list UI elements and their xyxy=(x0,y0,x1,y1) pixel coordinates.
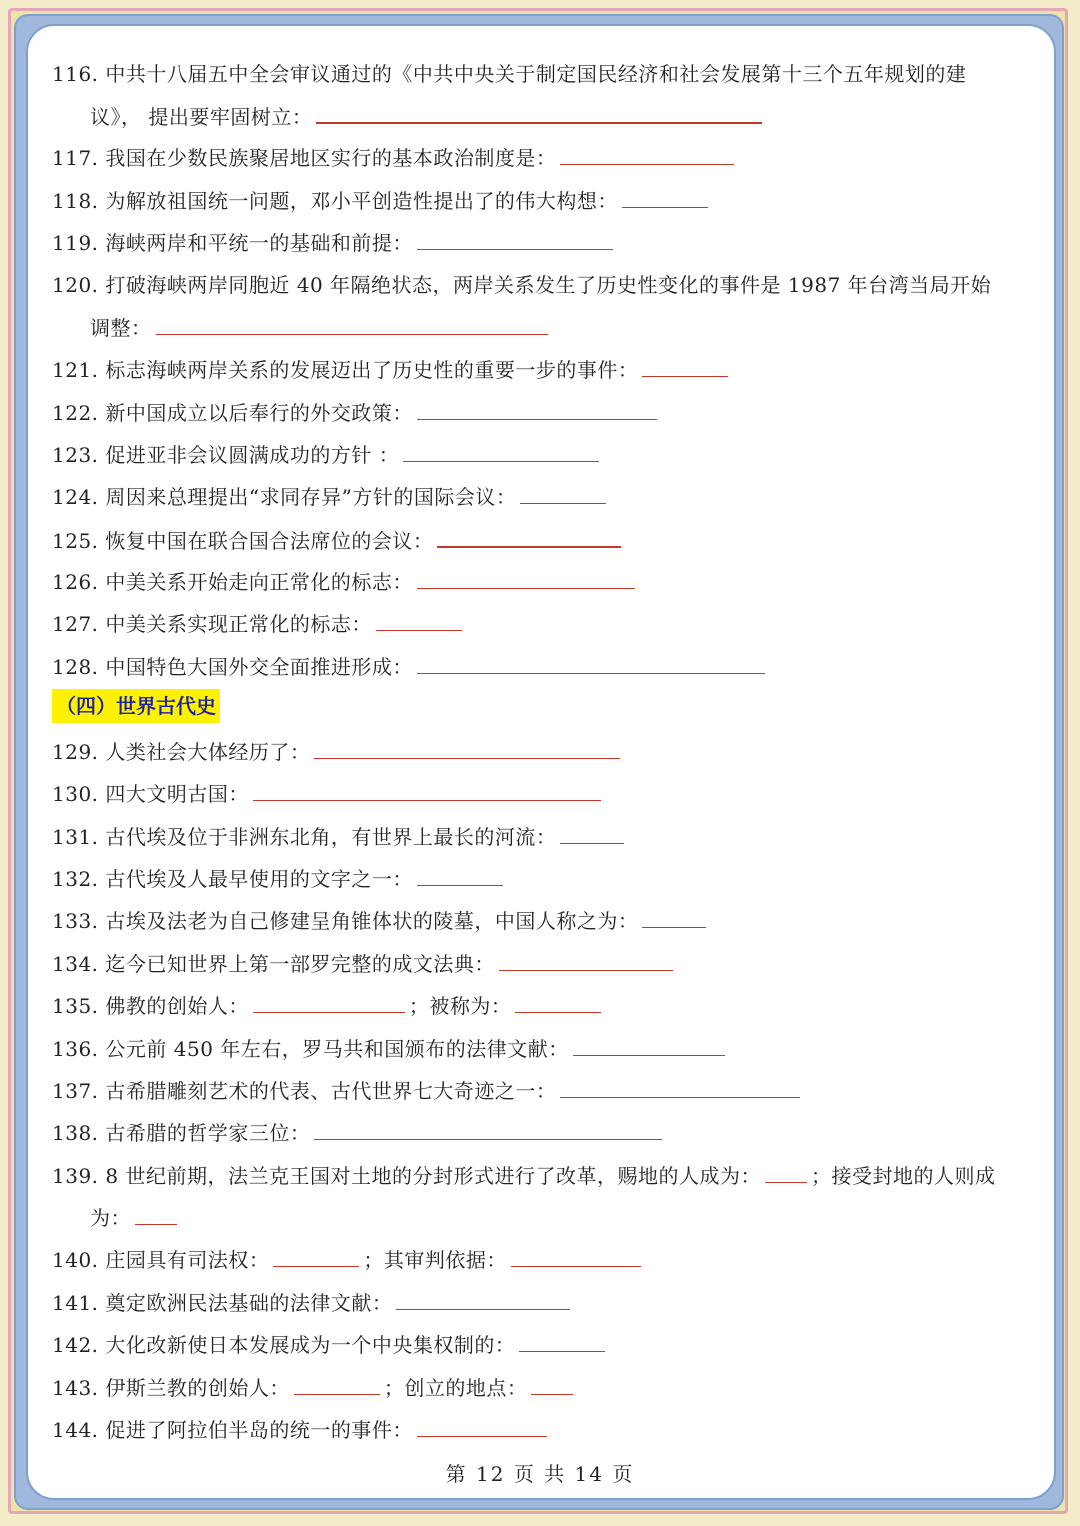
answer-blank[interactable] xyxy=(622,185,708,208)
question-number: 121. xyxy=(52,358,99,382)
question-number: 130. xyxy=(52,782,99,806)
answer-blank[interactable] xyxy=(520,481,606,504)
question-129 xyxy=(52,736,624,768)
question-117 xyxy=(52,142,738,174)
question-138 xyxy=(52,1117,666,1149)
answer-blank[interactable] xyxy=(294,1372,380,1395)
question-text: 为解放祖国统一问题，邓小平创造性提出了的伟大构想： xyxy=(105,189,618,213)
question-141 xyxy=(52,1287,574,1319)
answer-blank[interactable] xyxy=(273,1244,359,1267)
question-120 xyxy=(52,269,991,301)
question-text: 古希腊雕刻艺术的代表、古代世界七大奇迹之一： xyxy=(105,1079,557,1103)
answer-blank[interactable] xyxy=(560,1075,800,1098)
answer-blank[interactable] xyxy=(515,990,601,1013)
question-136 xyxy=(52,1033,729,1065)
section-heading: （四）世界古代史 xyxy=(52,689,220,723)
question-number: 125. xyxy=(52,529,99,553)
question-text: 佛教的创始人： xyxy=(105,994,249,1018)
question-text: 奠定欧洲民法基础的法律文献： xyxy=(105,1291,393,1315)
question-139 xyxy=(52,1160,995,1192)
answer-blank[interactable] xyxy=(417,397,657,420)
question-number: 128. xyxy=(52,655,99,679)
question-number: 116. xyxy=(52,62,99,86)
answer-blank[interactable] xyxy=(511,1244,641,1267)
answer-blank[interactable] xyxy=(765,1160,807,1183)
answer-blank[interactable] xyxy=(253,990,405,1013)
question-142 xyxy=(52,1329,609,1361)
question-text: 四大文明古国： xyxy=(105,782,249,806)
question-text: 打破海峡两岸同胞近 40 年隔绝状态，两岸关系发生了历史性变化的事件是 1987 年台湾当局开始 xyxy=(105,273,992,297)
question-text: 大化改新使日本发展成为一个中央集权制的： xyxy=(105,1333,516,1357)
question-text: 海峡两岸和平统一的基础和前提： xyxy=(105,231,413,255)
answer-blank[interactable] xyxy=(316,100,762,124)
question-text: 促进了阿拉伯半岛的统一的事件： xyxy=(105,1418,413,1442)
answer-blank[interactable] xyxy=(417,651,765,674)
question-140 xyxy=(52,1244,645,1276)
question-number: 127. xyxy=(52,612,99,636)
answer-blank[interactable] xyxy=(531,1372,573,1395)
question-121 xyxy=(52,354,732,386)
answer-blank[interactable] xyxy=(135,1202,177,1225)
answer-blank[interactable] xyxy=(560,142,734,165)
question-text: 中美关系开始走向正常化的标志： xyxy=(105,570,413,594)
question-text: 迄今已知世界上第一部罗完整的成文法典： xyxy=(105,952,495,976)
question-number: 134. xyxy=(52,952,99,976)
answer-blank[interactable] xyxy=(519,1329,605,1352)
question-text: 新中国成立以后奉行的外交政策： xyxy=(105,401,413,425)
question-134 xyxy=(52,948,677,980)
question-123 xyxy=(52,439,603,471)
answer-blank[interactable] xyxy=(560,821,624,844)
question-text: 中共十八届五中全会审议通过的《中共中央关于制定国民经济和社会发展第十三个五年规划的建 xyxy=(105,62,967,86)
question-text: 伊斯兰教的创始人： xyxy=(105,1376,290,1400)
question-126 xyxy=(52,566,639,598)
question-number: 126. xyxy=(52,570,99,594)
question-text: 古埃及法老为自己修建呈角锥体状的陵墓，中国人称之为： xyxy=(105,909,639,933)
question-120-cont xyxy=(90,312,552,344)
answer-blank[interactable] xyxy=(403,439,599,462)
question-text: 促进亚非会议圆满成功的方针 ： xyxy=(105,443,400,467)
answer-blank[interactable] xyxy=(396,1287,570,1310)
question-text: 调整： xyxy=(90,316,152,340)
question-text: 古希腊的哲学家三位： xyxy=(105,1121,311,1145)
answer-blank[interactable] xyxy=(642,905,706,928)
question-122 xyxy=(52,397,661,429)
question-139-cont xyxy=(90,1202,181,1234)
question-number: 135. xyxy=(52,994,99,1018)
answer-blank[interactable] xyxy=(437,524,621,548)
answer-blank[interactable] xyxy=(314,1117,662,1140)
question-number: 138. xyxy=(52,1121,99,1145)
question-number: 117. xyxy=(52,146,99,170)
question-130 xyxy=(52,778,605,810)
question-number: 139. xyxy=(52,1164,99,1188)
question-number: 144. xyxy=(52,1418,99,1442)
question-119 xyxy=(52,227,617,259)
question-text: ；创立的地点： xyxy=(383,1376,528,1400)
question-text: 古代埃及人最早使用的文字之一： xyxy=(105,867,413,891)
question-132 xyxy=(52,863,507,895)
question-128 xyxy=(52,651,769,683)
question-116-cont xyxy=(90,100,766,133)
question-number: 142. xyxy=(52,1333,99,1357)
question-number: 143. xyxy=(52,1376,99,1400)
question-116 xyxy=(52,58,966,90)
question-text: 公元前 450 年左右，罗马共和国颁布的法律文献： xyxy=(105,1037,569,1061)
question-135 xyxy=(52,990,605,1022)
question-number: 123. xyxy=(52,443,99,467)
answer-blank[interactable] xyxy=(417,227,613,250)
question-text: ；被称为： xyxy=(408,994,512,1018)
answer-blank[interactable] xyxy=(156,312,548,335)
question-text: 标志海峡两岸关系的发展迈出了历史性的重要一步的事件： xyxy=(105,358,639,382)
question-number: 132. xyxy=(52,867,99,891)
question-125 xyxy=(52,524,625,557)
answer-blank[interactable] xyxy=(642,354,728,377)
question-143 xyxy=(52,1372,577,1404)
question-number: 124. xyxy=(52,485,99,509)
answer-blank[interactable] xyxy=(417,566,635,589)
question-text: 我国在少数民族聚居地区实行的基本政治制度是： xyxy=(105,146,557,170)
answer-blank[interactable] xyxy=(376,608,462,631)
question-text: 周因来总理提出“求同存异”方针的国际会议： xyxy=(105,485,517,509)
question-number: 129. xyxy=(52,740,99,764)
question-number: 118. xyxy=(52,189,99,213)
question-127 xyxy=(52,608,466,640)
question-text: ；接受封地的人则成 xyxy=(810,1164,996,1188)
answer-blank[interactable] xyxy=(417,863,503,886)
question-number: 133. xyxy=(52,909,99,933)
question-text: 8 世纪前期，法兰克王国对土地的分封形式进行了改革，赐地的人成为： xyxy=(105,1164,761,1188)
question-number: 141. xyxy=(52,1291,99,1315)
answer-blank[interactable] xyxy=(499,948,673,971)
question-text: 中美关系实现正常化的标志： xyxy=(105,612,372,636)
question-137 xyxy=(52,1075,804,1107)
question-text: ；其审判依据： xyxy=(363,1248,507,1272)
question-118 xyxy=(52,185,712,217)
question-text: 中国特色大国外交全面推进形成： xyxy=(105,655,413,679)
question-text: 古代埃及位于非洲东北角，有世界上最长的河流： xyxy=(105,825,557,849)
question-text: 庄园具有司法权： xyxy=(105,1248,270,1272)
question-text: 人类社会大体经历了： xyxy=(105,740,311,764)
question-text: 恢复中国在联合国合法席位的会议： xyxy=(105,529,434,553)
question-number: 140. xyxy=(52,1248,99,1272)
page-footer: 第 12 页 共 14 页 xyxy=(445,1462,635,1486)
question-133 xyxy=(52,905,710,937)
answer-blank[interactable] xyxy=(417,1414,547,1437)
question-144 xyxy=(52,1414,551,1446)
question-number: 122. xyxy=(52,401,99,425)
question-number: 120. xyxy=(52,273,99,297)
question-124 xyxy=(52,481,610,513)
answer-blank[interactable] xyxy=(253,778,601,801)
question-text: 议》， 提出要牢固树立： xyxy=(90,105,313,129)
question-131 xyxy=(52,821,628,853)
question-text: 为： xyxy=(90,1206,131,1230)
answer-blank[interactable] xyxy=(314,736,620,759)
question-number: 136. xyxy=(52,1037,99,1061)
question-number: 119. xyxy=(52,231,99,255)
answer-blank[interactable] xyxy=(573,1033,725,1056)
question-number: 131. xyxy=(52,825,99,849)
question-number: 137. xyxy=(52,1079,99,1103)
